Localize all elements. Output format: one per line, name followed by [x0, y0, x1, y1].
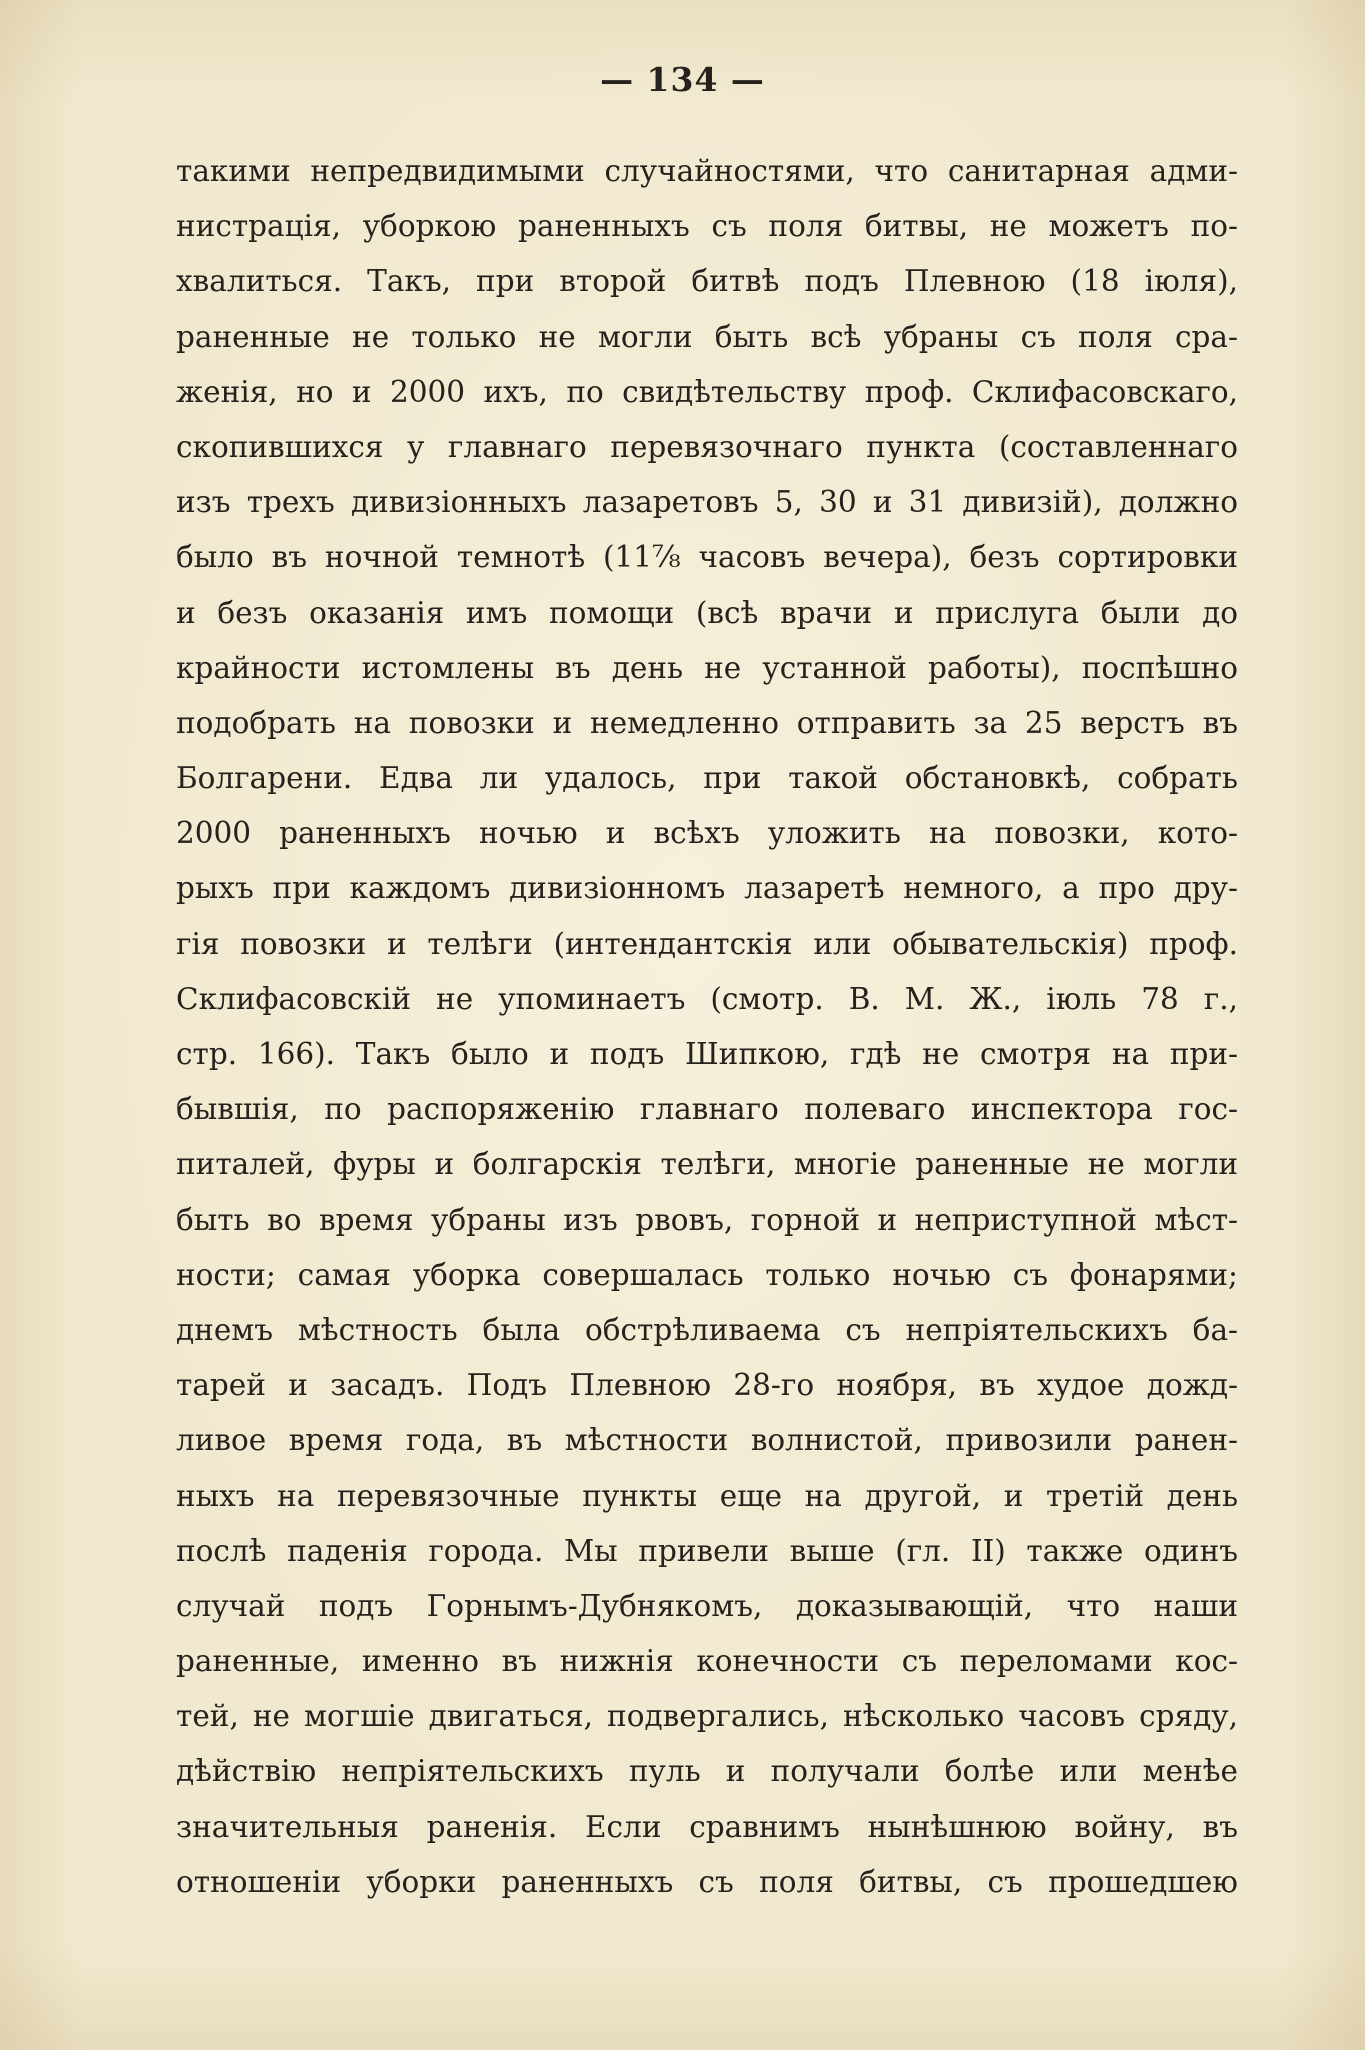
body-text — [176, 144, 1238, 1910]
text-line: днемъ мѣстность была обстрѣливаема съ непріятельскихъ ба- — [176, 1312, 1238, 1347]
text-line: стр. 166). Такъ было и подъ Шипкою, гдѣ не смотря на при- — [176, 1037, 1238, 1071]
text-line: гія повозки и телѣги (интендантскія или обывательскія) проф. — [176, 926, 1238, 961]
text-line: нистрація, уборкою раненныхъ съ поля битвы, не можетъ по- — [176, 209, 1238, 244]
text-line: 2000 раненныхъ ночью и всѣхъ уложить на повозки, кото- — [176, 816, 1238, 851]
text-line: значительныя раненія. Если сравнимъ нынѣшнюю войну, въ — [176, 1809, 1238, 1844]
page-number: — 134 — — [600, 60, 765, 99]
text-line: тарей и засадъ. Подъ Плевною 28-го ноября, въ худое дожд- — [176, 1368, 1238, 1403]
text-line: питалей, фуры и болгарскія телѣги, многіе раненные не могли — [176, 1147, 1238, 1182]
text-line: ности; самая уборка совершалась только ночью съ фонарями; — [176, 1257, 1238, 1292]
text-line: быть во время убраны изъ рвовъ, горной и неприступной мѣст- — [176, 1202, 1238, 1237]
text-line: хвалиться. Такъ, при второй битвѣ подъ Плевною (18 іюля), — [176, 264, 1238, 299]
text-line: Болгарени. Едва ли удалось, при такой обстановкѣ, собрать — [176, 761, 1238, 796]
text-line: скопившихся у главнаго перевязочнаго пункта (составленнаго — [176, 429, 1238, 464]
text-line: дѣйствію непріятельскихъ пуль и получали болѣе или менѣе — [176, 1754, 1238, 1789]
text-line: такими непредвидимыми случайностями, что санитарная адми- — [176, 154, 1238, 188]
text-line: послѣ паденія города. Мы привели выше (гл. II) также одинъ — [176, 1533, 1238, 1568]
text-line: подобрать на повозки и немедленно отправить за 25 верстъ въ — [176, 705, 1238, 740]
text-line: крайности истомлены въ день не устанной работы), поспѣшно — [176, 650, 1238, 685]
text-line: раненные не только не могли быть всѣ убраны съ поля сра- — [176, 319, 1238, 354]
text-line: раненные, именно въ нижнія конечности съ переломами кос- — [176, 1644, 1238, 1679]
text-line: тей, не могшіе двигаться, подвергались, нѣсколько часовъ сряду, — [176, 1699, 1238, 1734]
text-line: случай подъ Горнымъ-Дубнякомъ, доказывающій, что наши — [176, 1588, 1238, 1623]
text-line: бывшія, по распоряженію главнаго полеваго инспектора гос- — [176, 1092, 1238, 1127]
text-line: отношеніи уборки раненныхъ съ поля битвы, съ прошедшею — [176, 1864, 1238, 1899]
text-line: было въ ночной темнотѣ (11⅞ часовъ вечера), безъ сортировки — [176, 540, 1238, 575]
text-line: женія, но и 2000 ихъ, по свидѣтельству проф. Склифасовскаго, — [176, 374, 1238, 409]
text-line: и безъ оказанія имъ помощи (всѣ врачи и прислуга были до — [176, 595, 1238, 630]
text-line: изъ трехъ дивизіонныхъ лазаретовъ 5, 30 и 31 дивизій), должно — [176, 485, 1238, 520]
text-line: Склифасовскій не упоминаетъ (смотр. В. М. Ж., іюль 78 г., — [176, 981, 1238, 1016]
text-line: рыхъ при каждомъ дивизіонномъ лазаретѣ немного, а про дру- — [176, 871, 1238, 906]
text-line: ливое время года, въ мѣстности волнистой, привозили ранен- — [176, 1423, 1238, 1458]
text-line: ныхъ на перевязочные пункты еще на другой, и третій день — [176, 1478, 1238, 1513]
